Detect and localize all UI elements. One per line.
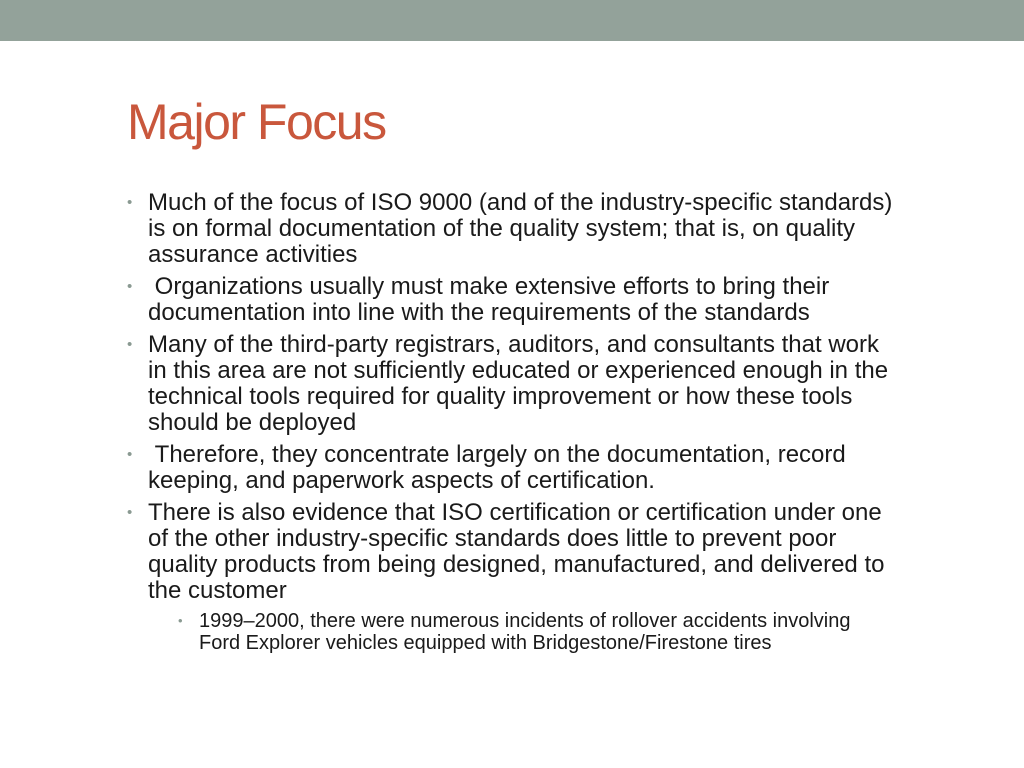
- top-accent-band: [0, 0, 1024, 41]
- bullet-text: Much of the focus of ISO 9000 (and of the industry-specific standards) is on formal documentation of the quality system; that is, on quality assurance activities: [148, 189, 893, 268]
- bullet-marker-icon: •: [127, 446, 133, 463]
- bullet-marker-icon: •: [127, 504, 133, 521]
- slide-title: Major Focus: [127, 94, 386, 150]
- bullet-marker-icon: •: [127, 278, 133, 295]
- bullet-text: Therefore, they concentrate largely on the documentation, record keeping, and paperwork aspects of certification.: [148, 441, 853, 494]
- bullet-item: [127, 190, 897, 268]
- bullet-text: Many of the third-party registrars, auditors, and consultants that work in this area are not sufficiently educated or experienced enough in the technical tools required for quality improvement or how these tools should be deployed: [148, 331, 889, 436]
- bullet-marker-icon: •: [127, 194, 133, 211]
- sub-bullet-marker-icon: •: [178, 613, 183, 628]
- sub-bullet-item: [178, 610, 897, 654]
- bullet-item: [127, 332, 897, 436]
- bullet-item: [127, 274, 897, 326]
- slide-body: [127, 190, 897, 660]
- bullet-text: There is also evidence that ISO certification or certification under one of the other industry-specific standards does little to prevent poor quality products from being designed, manufactured, and delivered to the customer: [148, 499, 885, 604]
- sub-bullet-text: 1999–2000, there were numerous incidents of rollover accidents involving Ford Explorer vehicles equipped with Bridgestone/Firestone tires: [199, 610, 851, 654]
- bullet-item: [127, 442, 897, 494]
- bullet-item: [127, 500, 897, 654]
- bullet-text: Organizations usually must make extensive efforts to bring their documentation into line with the requirements of the standards: [148, 273, 836, 326]
- bullet-marker-icon: •: [127, 336, 133, 353]
